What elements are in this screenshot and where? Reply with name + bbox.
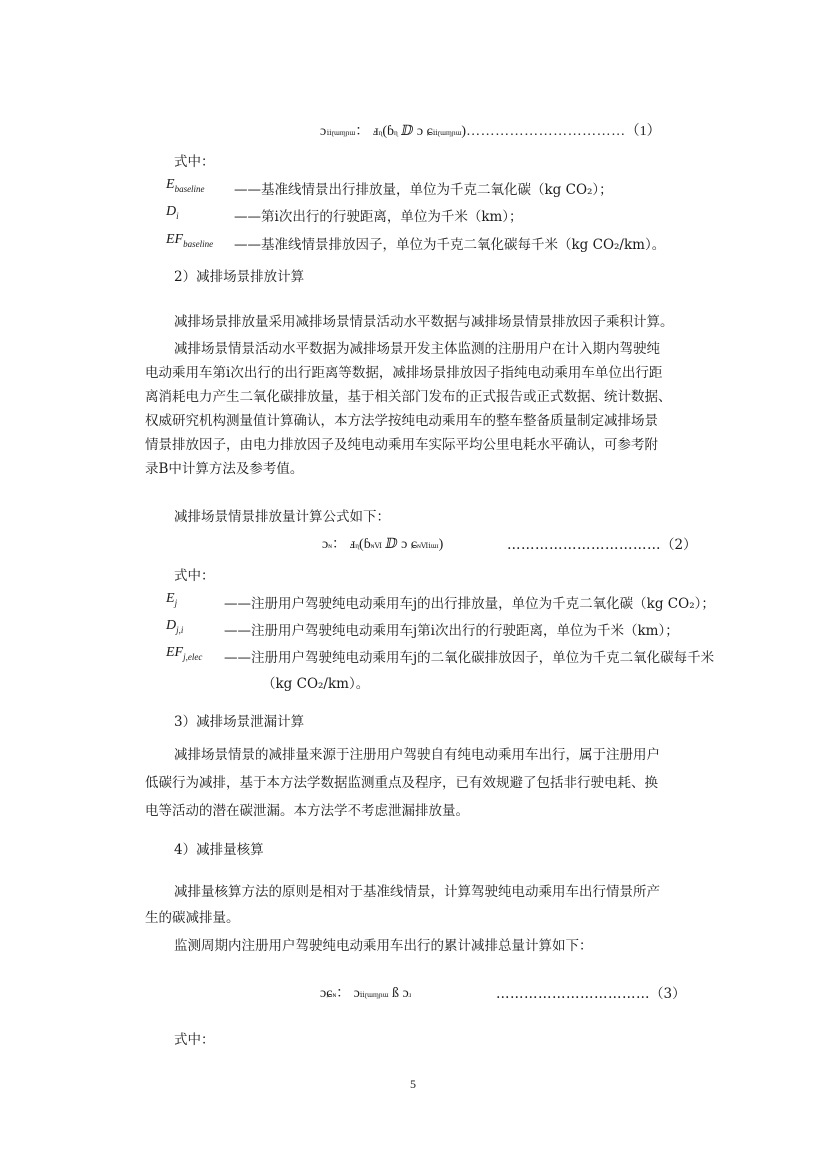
definition-symbol: $E_{baseline}$ xyxy=(166,177,205,194)
formula-number: （3） xyxy=(650,986,686,1002)
paragraph: 减排场景情景排放量计算公式如下： xyxy=(174,509,390,525)
formula-term: ⅅ ɔ ɕ xyxy=(401,124,433,139)
formula-number: （1） xyxy=(625,124,661,139)
where-label-3: 式中： xyxy=(174,1032,215,1048)
formula-subscript: ɳ xyxy=(394,128,398,137)
section-heading: 4）减排量核算 xyxy=(174,842,264,858)
paragraph-line: 电动乘用车第i次出行的出行距离等数据，减排场景排放因子指纯电动乘用车单位出行距 xyxy=(145,365,663,381)
formula-subscript: ɴⅥⅰɯɪ xyxy=(417,541,439,550)
formula-paren: ) xyxy=(438,537,444,552)
formula-operator: ß ɔ xyxy=(391,986,409,1001)
formula-subscript: ɳ xyxy=(355,541,360,550)
paragraph-line: 减排量核算方法的原则是相对于基准线情景，计算驾驶纯电动乘用车出行情景所产 xyxy=(174,884,660,900)
formula-subscript: ɴ xyxy=(332,990,337,999)
paragraph-line: 生的碳减排量。 xyxy=(145,910,240,926)
formula-subscript: ⅰⅰɽɯɱɲɯ xyxy=(432,128,462,137)
formula-colon: ： xyxy=(331,537,346,552)
definition-row xyxy=(166,176,205,194)
formula-leader-dots: …………………………… xyxy=(466,124,626,139)
section-heading: 3）减排场景泄漏计算 xyxy=(174,714,305,730)
formula-sum: ⅎ xyxy=(372,124,379,139)
formula-3 xyxy=(320,982,411,1002)
formula-subscript: ⅰⅰɽɯɱɲɯ xyxy=(359,990,389,999)
definition-row xyxy=(166,203,179,221)
formula-leader-dots: …………………………… xyxy=(507,537,661,553)
definition-text: ——注册用户驾驶纯电动乘用车j的二氧化碳排放因子，单位为千克二氧化碳每千米 xyxy=(224,650,715,666)
formula-subscript: ɴ xyxy=(328,541,332,550)
formula-symbol: ɔ xyxy=(353,986,360,1001)
formula-2-number-line xyxy=(507,533,697,553)
definition-text: ——注册用户驾驶纯电动乘用车j第i次出行的行驶距离，单位为千米（km）； xyxy=(224,623,679,639)
paragraph-line: 权威研究机构测量值计算确认，本方法学按纯电动乘用车的整车整备质量制定减排场景 xyxy=(145,413,658,429)
definition-text: ——基准线情景出行排放量，单位为千克二氧化碳（kg CO₂）； xyxy=(234,182,613,198)
definition-row xyxy=(166,644,202,662)
definition-text: ——第i次出行的行驶距离，单位为千米（km）； xyxy=(234,209,523,225)
paragraph: 减排场景排放量采用减排场景情景活动水平数据与减排场景情景排放因子乘积计算。 xyxy=(174,314,674,330)
formula-colon: ： xyxy=(355,124,370,139)
formula-paren: ) xyxy=(461,124,467,139)
formula-symbol: ɔ xyxy=(322,537,329,552)
paragraph-line: 低碳行为减排，基于本方法学数据监测重点及程序，已有效规避了包括非行驶电耗、换 xyxy=(145,775,658,791)
definition-symbol: $D_i$ xyxy=(166,204,179,221)
definition-row xyxy=(166,590,177,608)
formula-symbol: ɔ xyxy=(320,124,327,139)
definition-text-continued: （kg CO₂/km）。 xyxy=(262,676,370,692)
definition-symbol: $D_{j,i}$ xyxy=(166,618,184,635)
definition-row xyxy=(166,617,183,635)
paragraph-line: 减排场景情景活动水平数据为减排场景开发主体监测的注册用户在计入期内驾驶纯 xyxy=(174,341,660,357)
paragraph-line: 离消耗电力产生二氧化碳排放量，基于相关部门发布的正式报告或正式数据、统计数据、 xyxy=(145,389,672,405)
paragraph-line: 电等活动的潜在碳泄漏。本方法学不考虑泄漏排放量。 xyxy=(145,803,469,819)
formula-leader-dots: …………………………… xyxy=(496,986,650,1002)
formula-3-number-line xyxy=(496,982,686,1002)
section-heading: 2）减排场景排放计算 xyxy=(174,269,305,285)
paragraph: 监测周期内注册用户驾驶纯电动乘用车出行的累计减排总量计算如下： xyxy=(174,938,593,954)
formula-symbol: ɔɕ xyxy=(320,986,333,1001)
where-label-1: 式中： xyxy=(174,154,215,170)
definition-symbol: $E_j$ xyxy=(166,591,178,608)
formula-subscript: ɳ xyxy=(378,128,383,137)
paragraph-line: 录B中计算方法及参考值。 xyxy=(145,461,304,477)
formula-1 xyxy=(320,120,661,140)
formula-subscript: ɴⅥ xyxy=(370,541,382,550)
definition-text: ——基准线情景排放因子，单位为千克二氧化碳每千米（kg CO₂/km）。 xyxy=(234,237,666,253)
definition-text: ——注册用户驾驶纯电动乘用车j的出行排放量，单位为千克二氧化碳（kg CO₂）； xyxy=(224,596,715,612)
formula-sum: ⅎ xyxy=(349,537,356,552)
formula-2 xyxy=(322,533,443,553)
paragraph-line: 情景排放因子，由电力排放因子及纯电动乘用车实际平均公里电耗水平确认，可参考附 xyxy=(145,437,658,453)
paragraph-line: 减排场景情景的减排量来源于注册用户驾驶自有纯电动乘用车出行，属于注册用户 xyxy=(174,747,660,763)
formula-subscript: ⅰⅰɽɯɱɲɯ xyxy=(326,128,356,137)
formula-number: （2） xyxy=(661,537,697,553)
formula-term: (ɓ xyxy=(382,124,395,139)
page-number: 5 xyxy=(410,1077,416,1091)
where-label-2: 式中： xyxy=(174,568,215,584)
formula-term: ⅅ ɔ ɕ xyxy=(385,537,418,552)
formula-subscript: ɹ xyxy=(408,990,412,999)
definition-symbol: $EF_{j,elec}$ xyxy=(166,645,203,662)
formula-term: (ɓ xyxy=(359,537,371,552)
definition-symbol: $EF_{baseline}$ xyxy=(166,232,214,249)
definition-row xyxy=(166,231,213,249)
formula-colon: ： xyxy=(336,986,351,1001)
